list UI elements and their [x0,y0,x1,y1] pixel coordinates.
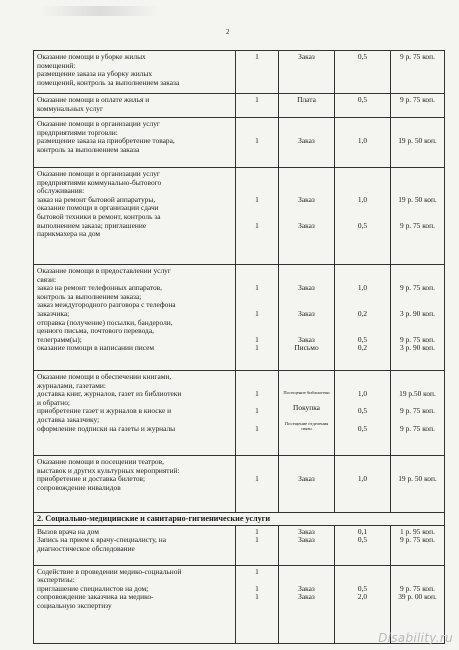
time-norm-cell [335,456,391,513]
service-description-cell [34,51,236,94]
time-norm-line: 0,5 [357,535,368,545]
price-cell [391,118,445,168]
service-description-line: и обратно; [37,397,70,407]
service-description-line: ценного письма, почтового перевода, [37,326,154,336]
service-description-line: контроль за выполнением заказа [37,144,140,154]
service-description-line: предприятиями торговли: [37,127,118,137]
service-description-line: оказание помощи в организации сдачи [37,203,159,213]
service-description-line: Оказание помощи в организации услуг [37,169,160,178]
service-description-line: приглашение специалистов на дом; [37,583,149,593]
table-row [34,525,445,565]
price-line [394,484,441,493]
price-cell [391,371,445,456]
quantity-cell [236,168,279,265]
time-norm-cell [335,371,391,456]
services-section-2 [34,525,445,643]
unit-line: Заказ [298,136,315,146]
time-norm-line: 0,2 [357,308,368,318]
quantity-line: 1 [255,334,259,344]
time-norm-line: 0,5 [357,220,368,230]
quantity-line: 1 [255,389,259,399]
unit-line: Заказ [298,220,315,230]
time-norm-line: 0,2 [357,343,368,353]
time-norm-cell [335,94,391,118]
table-row [34,456,445,513]
price-line: 19 р. 50 коп. [398,474,437,484]
service-description-line: диагностическое обследование [37,543,135,553]
services-section-1 [34,51,445,513]
time-norm-line [338,602,387,611]
service-description-cell [34,371,236,456]
time-norm-cell [335,51,391,94]
unit-line [282,230,331,239]
service-description-line: коммунальных услуг [37,103,104,113]
service-description-line: заказчика; [37,308,70,318]
price-line: 19 р. 50 коп. [398,136,437,146]
time-norm-line: 1,0 [357,136,368,146]
quantity-line: 1 [255,52,259,61]
price-line: 3 р. 90 коп. [400,343,435,353]
unit-cell [279,94,335,118]
quantity-cell [236,565,279,643]
price-cell [391,51,445,94]
unit-line: Заказ [298,308,315,318]
service-description-line: парикмахера на дом [37,229,101,239]
service-description-line: Запись на прием к врачу-специалисту, на [37,535,166,545]
service-description-line: социальную экспертизу [37,600,112,610]
unit-cell [279,51,335,94]
time-norm-line: 1,0 [357,194,368,204]
quantity-line: 1 [255,194,259,204]
service-description-line: сопровождение заказчика на медико- [37,592,154,602]
time-norm-line: 2,0 [357,592,368,602]
price-line: 9 р. 75 коп. [400,220,435,230]
service-description-line: отправка (получение) посылки, бандероли, [37,317,173,327]
unit-line: Заказ [298,583,315,593]
unit-line: Заказ [298,283,315,293]
time-norm-line: 1,0 [357,389,368,399]
service-description-line: связи: [37,274,56,284]
price-cell [391,456,445,513]
quantity-line: 1 [255,423,259,433]
unit-cell [279,265,335,371]
time-norm-cell [335,265,391,371]
service-description-line: помещений: [37,60,76,70]
price-line: 9 р. 75 коп. [400,535,435,545]
table-row [34,94,445,118]
service-description-cell [34,265,236,371]
time-norm-line: 0,5 [357,52,368,61]
quantity-line: 1 [255,526,259,536]
unit-cell [279,456,335,513]
quantity-line [239,602,275,611]
service-description-line: бытовой техники в ремонт, контроль за [37,211,161,221]
service-description-line: приобретение и доставка билетов; [37,474,146,484]
unit-line: Заказ [298,474,315,484]
service-description-line: телеграмм(ы); [37,334,82,344]
quantity-line: 1 [255,283,259,293]
quantity-line: 1 [255,220,259,230]
unit-line: Письмо [294,343,319,353]
quantity-line [239,484,275,493]
scan-artifact [40,6,160,16]
service-description-line: оформление подписки на газеты и журналы [37,423,176,433]
quantity-cell [236,51,279,94]
quantity-line: 1 [255,308,259,318]
unit-cell [279,371,335,456]
quantity-cell [236,94,279,118]
service-description-line: заказ на ремонт телефонных аппаратов, [37,283,162,293]
unit-line: Заказ [298,52,315,61]
unit-cell [279,168,335,265]
unit-line [282,484,331,493]
quantity-cell [236,371,279,456]
quantity-line [239,545,275,554]
time-norm-cell [335,168,391,265]
unit-line: Заказ [298,592,315,602]
page-number: 2 [226,28,230,36]
time-norm-cell [335,118,391,168]
table-row [34,118,445,168]
unit-cell [279,565,335,643]
price-line: 9 р. 75 коп. [400,283,435,293]
service-description-cell [34,565,236,643]
service-description-line: доставка заказчику; [37,414,100,424]
quantity-line: 1 [255,566,259,576]
section-title: 2. Социально-медицинские и санитарно-гигиенические услуги [34,513,445,526]
unit-line: Заказ [298,535,315,545]
service-description-line: доставка книг, журналов, газет из библиотеки [37,389,182,399]
service-description-line: Оказание помощи в оплате жилья и [37,95,150,104]
service-description-line: заказ на ремонт бытовой аппаратуры, [37,194,156,204]
unit-cell [279,118,335,168]
quantity-line: 1 [255,406,259,416]
price-line: 9 р. 75 коп. [400,52,435,61]
unit-cell [279,525,335,565]
service-description-line: экспертизы: [37,575,75,585]
quantity-cell [236,456,279,513]
price-line: 9 р. 75 коп. [400,423,435,433]
price-line: 19 р. 50 коп. [398,194,437,204]
unit-line [282,413,331,422]
unit-line: Посещение отделения связи [284,421,329,432]
time-norm-cell [335,525,391,565]
price-line: 9 р. 75 коп. [400,334,435,344]
time-norm-line: 0,5 [357,583,368,593]
time-norm-line: 1,0 [357,283,368,293]
price-line: 19 р.50 коп. [399,389,436,399]
service-description-cell [34,118,236,168]
quantity-line: 1 [255,592,259,602]
price-cell [391,168,445,265]
quantity-cell [236,118,279,168]
unit-line [282,602,331,611]
quantity-line: 1 [255,136,259,146]
service-description-cell [34,456,236,513]
unit-line [282,382,331,391]
service-description-cell [34,525,236,565]
time-norm-line: 0,5 [357,334,368,344]
time-norm-line: 0,1 [357,526,368,536]
service-description-cell [34,168,236,265]
service-description-line: размещение заказа на уборку жилых [37,69,153,79]
price-cell [391,94,445,118]
price-line [394,230,441,239]
service-description-line: обслуживания: [37,186,85,196]
time-norm-line [338,484,387,493]
unit-line: Заказ [298,194,315,204]
service-description-cell [34,94,236,118]
service-description-line: Оказание помощи в уборке жилых [37,52,146,61]
table-row [34,265,445,371]
price-cell [391,525,445,565]
price-line: 9 р. 75 коп. [400,583,435,593]
time-norm-line: 0,5 [357,95,368,104]
service-description-line: контроль за выполнением заказа; [37,291,142,301]
price-line: 9 р. 75 коп. [400,406,435,416]
service-description-line: Оказание помощи в посещении театров, [37,457,164,466]
unit-line: Плата [297,95,316,104]
time-norm-line: 0,5 [357,406,368,416]
service-description-line: заказ междугородного разговора с телефона [37,300,176,310]
quantity-line: 1 [255,95,259,104]
unit-line: Заказ [298,526,315,536]
time-norm-line: 0,5 [357,423,368,433]
quantity-line: 1 [255,583,259,593]
quantity-line: 1 [255,343,259,353]
service-description-line: оказание помощи в написании писем [37,343,155,353]
service-description-line: приобретение газет и журналов в киоске и [37,406,172,416]
service-description-line: журналами, газетами: [37,380,106,390]
time-norm-line [338,545,387,554]
time-norm-line [338,230,387,239]
price-line: 1 р. 95 коп. [400,526,435,536]
service-description-line: размещение заказа на приобретение товара, [37,136,175,146]
table-row [34,168,445,265]
quantity-line: 1 [255,474,259,484]
quantity-line [239,230,275,239]
price-line: 39 р. 00 коп. [398,592,437,602]
unit-line: Заказ [298,334,315,344]
price-line [394,545,441,554]
service-description-line: выполнением заказа; приглашение [37,220,147,230]
price-line: 9 р. 75 коп. [400,95,435,104]
unit-line: Покупка [293,402,320,412]
watermark: Disability.ru [378,631,453,645]
price-cell [391,265,445,371]
price-line: 3 р. 90 коп. [400,308,435,318]
price-line [394,602,441,611]
quantity-cell [236,265,279,371]
services-table [33,50,445,644]
quantity-cell [236,525,279,565]
table-row [34,51,445,94]
quantity-line: 1 [255,535,259,545]
service-description-line: помещений, контроль за выполнением заказа [37,77,180,87]
service-description-line: выставок и других культурных мероприятий: [37,465,180,475]
service-description-line: Содействие в проведении медико-социальной [37,566,182,576]
service-description-line: предприятиями коммунально-бытового [37,177,162,187]
service-description-line: Оказание помощи в организации услуг [37,119,160,128]
service-description-line: сопровождение инвалидов [37,482,121,492]
service-description-line: Вызов врача на дом [37,526,99,536]
time-norm-line: 1,0 [357,474,368,484]
table-row [34,371,445,456]
unit-line: Посещение библиотеки [283,390,330,396]
service-description-line: Оказание помощи в предоставлении услуг [37,266,171,275]
unit-line [282,545,331,554]
section-heading-row [34,513,445,526]
service-description-line: Оказание помощи в обеспечении книгами, [37,372,172,381]
section-heading-group [34,513,445,526]
